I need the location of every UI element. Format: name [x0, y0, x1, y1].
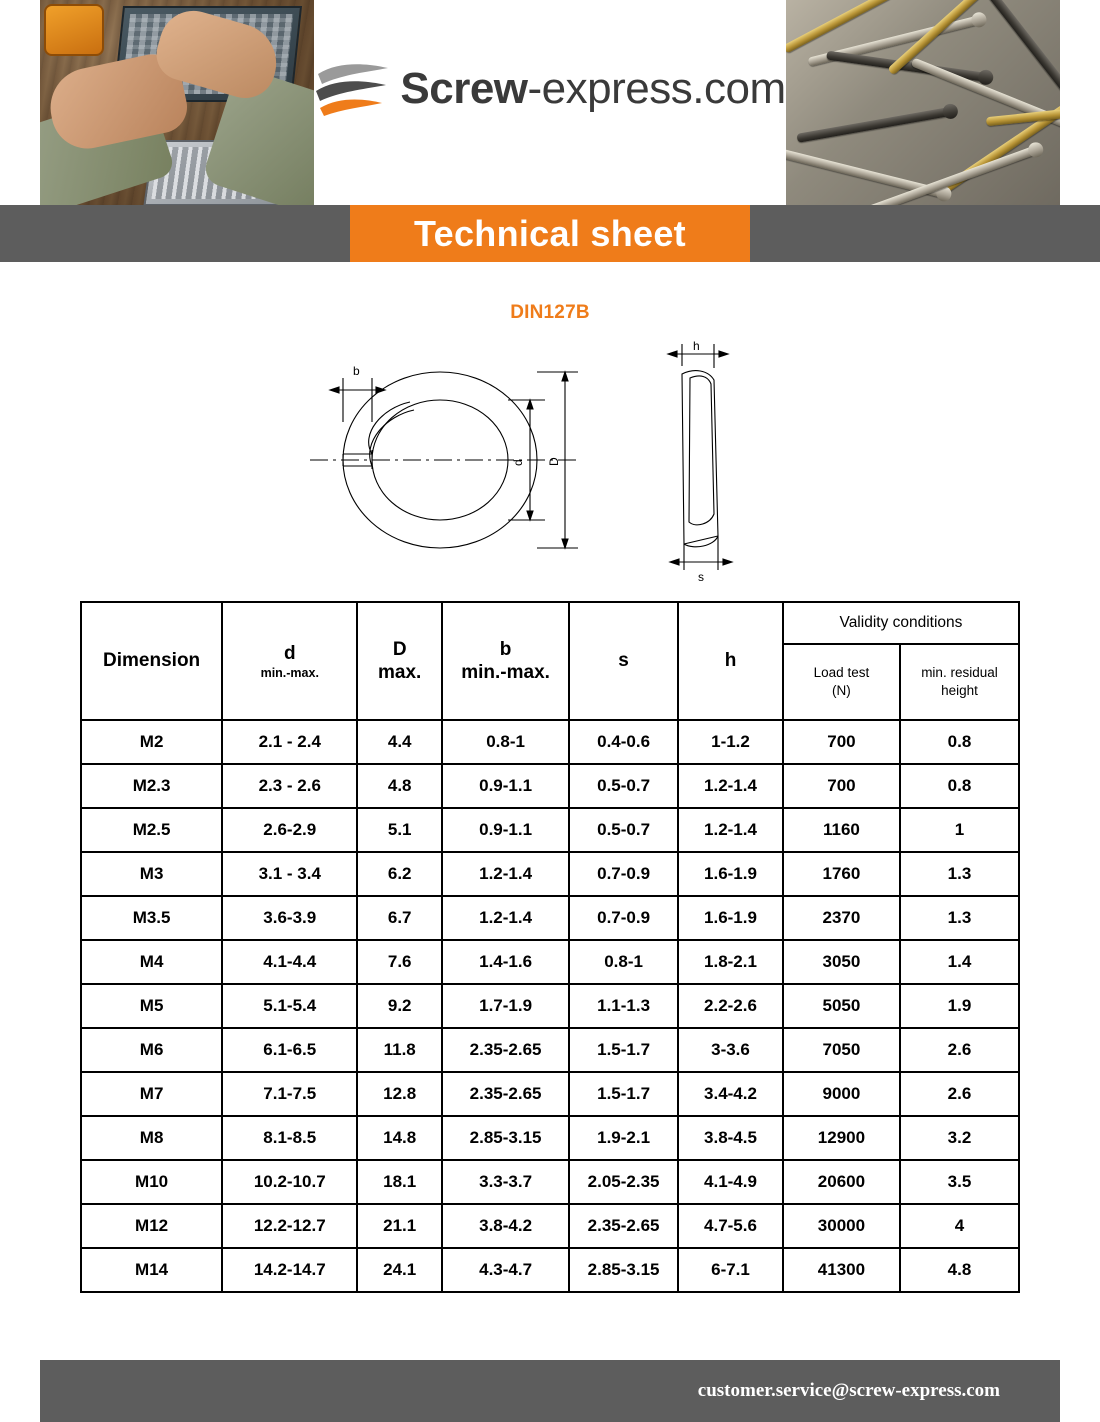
cell-d: 4.1-4.4 [222, 940, 357, 984]
cell-b: 1.2-1.4 [442, 852, 569, 896]
cell-D: 21.1 [357, 1204, 442, 1248]
cell-s: 1.5-1.7 [569, 1072, 678, 1116]
cell-D: 6.2 [357, 852, 442, 896]
cell-D: 11.8 [357, 1028, 442, 1072]
cell-b: 3.8-4.2 [442, 1204, 569, 1248]
tape-measure-icon [44, 4, 104, 56]
cell-b: 2.35-2.65 [442, 1072, 569, 1116]
cell-dimension: M6 [81, 1028, 222, 1072]
header-validity-conditions: Validity conditions [783, 602, 1019, 644]
cell-D: 4.4 [357, 720, 442, 764]
cell-dimension: M7 [81, 1072, 222, 1116]
cell-d: 3.6-3.9 [222, 896, 357, 940]
table-row [81, 1116, 1019, 1160]
table-row [81, 1204, 1019, 1248]
header-D-max: D max. [357, 602, 442, 720]
cell-h: 3-3.6 [678, 1028, 783, 1072]
table-row [81, 940, 1019, 984]
cell-d: 6.1-6.5 [222, 1028, 357, 1072]
cell-s: 0.8-1 [569, 940, 678, 984]
spec-table-body [81, 720, 1019, 1292]
cell-s: 1.9-2.1 [569, 1116, 678, 1160]
cell-d: 2.3 - 2.6 [222, 764, 357, 808]
title-bar-orange [350, 205, 750, 262]
cell-residual-height: 1 [900, 808, 1019, 852]
cell-residual-height: 0.8 [900, 764, 1019, 808]
cell-d: 5.1-5.4 [222, 984, 357, 1028]
cell-d: 7.1-7.5 [222, 1072, 357, 1116]
drawing-label-b: b [353, 364, 360, 378]
cell-dimension: M10 [81, 1160, 222, 1204]
table-row [81, 1248, 1019, 1292]
cell-b: 4.3-4.7 [442, 1248, 569, 1292]
cell-residual-height: 1.9 [900, 984, 1019, 1028]
spec-table [80, 601, 1020, 1293]
cell-residual-height: 4 [900, 1204, 1019, 1248]
cell-s: 1.5-1.7 [569, 1028, 678, 1072]
cell-load-test: 20600 [783, 1160, 900, 1204]
workbench-photo [40, 0, 314, 205]
cell-b: 0.9-1.1 [442, 764, 569, 808]
cell-h: 3.8-4.5 [678, 1116, 783, 1160]
table-row [81, 1028, 1019, 1072]
cell-D: 5.1 [357, 808, 442, 852]
table-row [81, 852, 1019, 896]
page-header [40, 0, 1060, 205]
footer-spacer [0, 1346, 1100, 1360]
cell-d: 8.1-8.5 [222, 1116, 357, 1160]
cell-s: 2.35-2.65 [569, 1204, 678, 1248]
cell-residual-height: 2.6 [900, 1028, 1019, 1072]
cell-b: 1.2-1.4 [442, 896, 569, 940]
cell-load-test: 3050 [783, 940, 900, 984]
cell-load-test: 700 [783, 720, 900, 764]
cell-b: 1.7-1.9 [442, 984, 569, 1028]
cell-load-test: 9000 [783, 1072, 900, 1116]
cell-h: 1.2-1.4 [678, 764, 783, 808]
cell-h: 1-1.2 [678, 720, 783, 764]
cell-residual-height: 1.3 [900, 896, 1019, 940]
cell-s: 2.05-2.35 [569, 1160, 678, 1204]
cell-h: 6-7.1 [678, 1248, 783, 1292]
table-row [81, 896, 1019, 940]
cell-residual-height: 4.8 [900, 1248, 1019, 1292]
header-s: s [569, 602, 678, 720]
cell-load-test: 2370 [783, 896, 900, 940]
footer-margin-right [1060, 1360, 1100, 1422]
cell-dimension: M2.5 [81, 808, 222, 852]
cell-d: 12.2-12.7 [222, 1204, 357, 1248]
cell-d: 2.6-2.9 [222, 808, 357, 852]
cell-h: 3.4-4.2 [678, 1072, 783, 1116]
drawing-label-D: D [547, 457, 561, 466]
cell-load-test: 5050 [783, 984, 900, 1028]
table-row [81, 984, 1019, 1028]
cell-s: 0.4-0.6 [569, 720, 678, 764]
cell-dimension: M12 [81, 1204, 222, 1248]
cell-b: 3.3-3.7 [442, 1160, 569, 1204]
site-logo[interactable] [314, 58, 785, 120]
header-d: d min.-max. [222, 602, 357, 720]
cell-load-test: 1760 [783, 852, 900, 896]
cell-h: 1.6-1.9 [678, 852, 783, 896]
cell-dimension: M2.3 [81, 764, 222, 808]
cell-dimension: M3 [81, 852, 222, 896]
cell-b: 0.9-1.1 [442, 808, 569, 852]
cell-load-test: 700 [783, 764, 900, 808]
cell-s: 0.7-0.9 [569, 896, 678, 940]
cell-D: 24.1 [357, 1248, 442, 1292]
cell-dimension: M5 [81, 984, 222, 1028]
spec-table-wrapper [40, 601, 1060, 1293]
cell-b: 2.35-2.65 [442, 1028, 569, 1072]
cell-d: 10.2-10.7 [222, 1160, 357, 1204]
screws-pile-photo [786, 0, 1060, 205]
cell-residual-height: 3.2 [900, 1116, 1019, 1160]
washer-drawing-svg [290, 338, 810, 583]
title-bar-grey [0, 205, 1100, 262]
cell-load-test: 30000 [783, 1204, 900, 1248]
cell-s: 0.7-0.9 [569, 852, 678, 896]
contact-email[interactable]: customer.service@screw-express.com [697, 1380, 1000, 1401]
logo-area [314, 0, 785, 205]
table-row [81, 720, 1019, 764]
table-row [81, 764, 1019, 808]
footer-margin-left [0, 1360, 40, 1422]
cell-dimension: M14 [81, 1248, 222, 1292]
cell-dimension: M4 [81, 940, 222, 984]
table-row [81, 1072, 1019, 1116]
cell-D: 18.1 [357, 1160, 442, 1204]
cell-d: 2.1 - 2.4 [222, 720, 357, 764]
drawing-label-h: h [693, 339, 700, 353]
swoosh-logo-icon [314, 58, 392, 120]
header-dimension: Dimension [81, 602, 222, 720]
part-code-label: DIN127B [510, 302, 590, 323]
cell-dimension: M8 [81, 1116, 222, 1160]
cell-dimension: M3.5 [81, 896, 222, 940]
cell-load-test: 41300 [783, 1248, 900, 1292]
cell-D: 7.6 [357, 940, 442, 984]
cell-D: 6.7 [357, 896, 442, 940]
cell-h: 1.8-2.1 [678, 940, 783, 984]
cell-D: 9.2 [357, 984, 442, 1028]
cell-d: 14.2-14.7 [222, 1248, 357, 1292]
cell-h: 1.6-1.9 [678, 896, 783, 940]
cell-load-test: 7050 [783, 1028, 900, 1072]
header-min-residual-height: min. residual height [900, 644, 1019, 720]
cell-D: 4.8 [357, 764, 442, 808]
logo-text [400, 64, 785, 114]
cell-d: 3.1 - 3.4 [222, 852, 357, 896]
cell-h: 4.7-5.6 [678, 1204, 783, 1248]
cell-h: 2.2-2.6 [678, 984, 783, 1028]
logo-text-bold: Screw [400, 63, 528, 113]
cell-D: 14.8 [357, 1116, 442, 1160]
page-title: Technical sheet [414, 212, 686, 254]
title-bar [0, 205, 1100, 262]
table-header-row-1 [81, 602, 1019, 644]
cell-s: 2.85-3.15 [569, 1248, 678, 1292]
cell-b: 0.8-1 [442, 720, 569, 764]
cell-residual-height: 0.8 [900, 720, 1019, 764]
cell-s: 0.5-0.7 [569, 764, 678, 808]
technical-drawing [40, 338, 1060, 583]
table-row [81, 1160, 1019, 1204]
header-b: b min.-max. [442, 602, 569, 720]
cell-b: 1.4-1.6 [442, 940, 569, 984]
page-footer [0, 1360, 1100, 1422]
cell-dimension: M2 [81, 720, 222, 764]
cell-residual-height: 3.5 [900, 1160, 1019, 1204]
header-load-test: Load test (N) [783, 644, 900, 720]
table-row [81, 808, 1019, 852]
header-h: h [678, 602, 783, 720]
cell-h: 4.1-4.9 [678, 1160, 783, 1204]
cell-s: 0.5-0.7 [569, 808, 678, 852]
logo-text-light: -express.com [527, 63, 786, 113]
cell-load-test: 12900 [783, 1116, 900, 1160]
cell-h: 1.2-1.4 [678, 808, 783, 852]
drawing-label-s: s [698, 570, 704, 583]
cell-load-test: 1160 [783, 808, 900, 852]
page-content [40, 262, 1060, 1293]
cell-D: 12.8 [357, 1072, 442, 1116]
cell-residual-height: 2.6 [900, 1072, 1019, 1116]
cell-b: 2.85-3.15 [442, 1116, 569, 1160]
cell-residual-height: 1.4 [900, 940, 1019, 984]
drawing-label-d: d [511, 459, 525, 466]
cell-residual-height: 1.3 [900, 852, 1019, 896]
cell-s: 1.1-1.3 [569, 984, 678, 1028]
